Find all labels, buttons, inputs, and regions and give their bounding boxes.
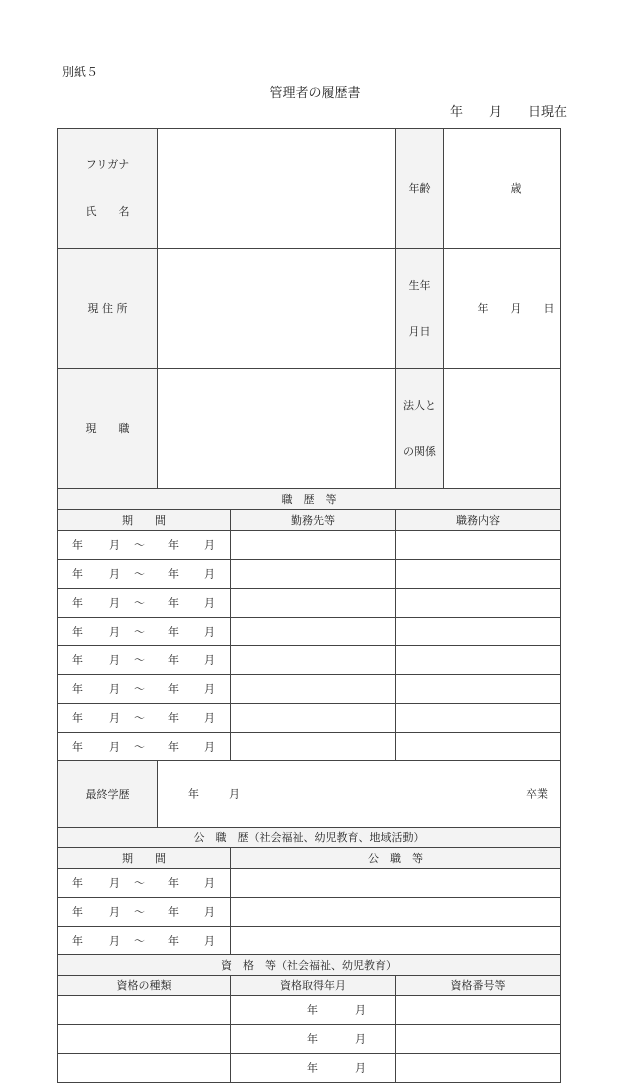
to-month-label: 月	[204, 596, 215, 610]
acquired-month-label: 月	[355, 1032, 366, 1046]
from-year-label: 年	[72, 653, 83, 667]
duties-field[interactable]	[396, 675, 561, 704]
career-row	[58, 531, 561, 560]
to-month-label: 月	[204, 567, 215, 581]
employer-field[interactable]	[231, 646, 396, 675]
age-field[interactable]	[444, 129, 561, 249]
name-label-cell	[58, 129, 158, 249]
relation-label-cell	[396, 369, 444, 489]
birth-label-line2: 月日	[408, 324, 431, 338]
period-cell[interactable]	[58, 617, 231, 646]
qualification-row	[58, 996, 561, 1025]
qual-col-acquired: 資格取得年月	[231, 976, 396, 996]
relation-label-line2: の関係	[403, 445, 436, 458]
furigana-label: フリガナ	[85, 158, 130, 172]
to-month-label: 月	[204, 876, 215, 890]
birth-label-cell	[396, 249, 444, 369]
attachment-number: 別紙５	[62, 65, 99, 79]
tilde-label: 〜	[134, 653, 145, 667]
qual-col-number: 資格番号等	[396, 976, 561, 996]
education-graduation-label: 卒業	[526, 787, 548, 801]
acquired-month-label: 月	[355, 1003, 366, 1017]
employer-field[interactable]	[231, 703, 396, 732]
to-year-label: 年	[168, 740, 179, 753]
from-month-label: 月	[109, 567, 120, 581]
qual-col-type: 資格の種類	[58, 976, 231, 996]
qualification-type-field[interactable]	[58, 1054, 231, 1083]
career-row	[58, 560, 561, 589]
age-label: 年齢	[396, 129, 444, 249]
to-year-label: 年	[168, 905, 179, 919]
qualification-row	[58, 1054, 561, 1083]
employer-field[interactable]	[231, 531, 396, 560]
career-row	[58, 617, 561, 646]
acquired-year-label: 年	[307, 1003, 318, 1017]
education-field[interactable]	[158, 761, 561, 828]
to-month-label: 月	[204, 711, 215, 725]
career-col-duties: 職務内容	[396, 510, 561, 531]
page-title: 管理者の履歴書	[269, 86, 361, 101]
office-col-period: 期 間	[58, 848, 231, 869]
birth-label-line1: 生年	[408, 278, 431, 292]
employer-field[interactable]	[231, 732, 396, 761]
employer-field[interactable]	[231, 588, 396, 617]
to-month-label: 月	[204, 934, 215, 948]
duties-field[interactable]	[396, 531, 561, 560]
to-month-label: 月	[204, 905, 215, 919]
period-cell[interactable]	[58, 560, 231, 589]
office-field[interactable]	[231, 926, 561, 955]
employer-field[interactable]	[231, 560, 396, 589]
to-year-label: 年	[168, 876, 179, 890]
period-cell[interactable]	[58, 926, 231, 955]
employer-field[interactable]	[231, 675, 396, 704]
public-office-row	[58, 898, 561, 927]
period-cell[interactable]	[58, 531, 231, 560]
birth-date-field[interactable]	[444, 249, 561, 369]
from-month-label: 月	[109, 538, 120, 552]
education-year-label: 年	[188, 787, 199, 801]
from-month-label: 月	[109, 740, 120, 753]
career-heading: 職 歴 等	[58, 489, 561, 510]
current-job-label: 現 職	[58, 369, 158, 489]
qualification-acquired-field[interactable]	[231, 1054, 396, 1083]
acquired-year-label: 年	[307, 1032, 318, 1046]
tilde-label: 〜	[134, 538, 145, 552]
period-cell[interactable]	[58, 732, 231, 761]
career-row	[58, 732, 561, 761]
address-label: 現 住 所	[58, 249, 158, 369]
qualification-acquired-field[interactable]	[231, 1025, 396, 1054]
education-label: 最終学歴	[58, 761, 158, 828]
to-year-label: 年	[168, 711, 179, 725]
tilde-label: 〜	[134, 567, 145, 581]
from-month-label: 月	[109, 905, 120, 919]
duties-field[interactable]	[396, 703, 561, 732]
from-year-label: 年	[72, 876, 83, 890]
from-year-label: 年	[72, 538, 83, 552]
career-col-period: 期 間	[58, 510, 231, 531]
period-cell[interactable]	[58, 869, 231, 898]
name-field[interactable]	[158, 129, 396, 249]
acquired-year-label: 年	[307, 1061, 318, 1075]
from-month-label: 月	[109, 711, 120, 725]
duties-field[interactable]	[396, 588, 561, 617]
from-year-label: 年	[72, 625, 83, 638]
public-office-row	[58, 869, 561, 898]
qualification-number-field[interactable]	[396, 1025, 561, 1054]
to-month-label: 月	[204, 653, 215, 667]
tilde-label: 〜	[134, 711, 145, 725]
to-year-label: 年	[168, 653, 179, 667]
office-field[interactable]	[231, 898, 561, 927]
to-month-label: 月	[204, 682, 215, 696]
duties-field[interactable]	[396, 732, 561, 761]
office-field[interactable]	[231, 869, 561, 898]
to-year-label: 年	[168, 538, 179, 552]
from-year-label: 年	[72, 682, 83, 696]
office-col-office: 公 職 等	[231, 848, 561, 869]
tilde-label: 〜	[134, 934, 145, 948]
from-year-label: 年	[72, 934, 83, 948]
from-month-label: 月	[109, 876, 120, 890]
career-row	[58, 703, 561, 732]
relation-field[interactable]	[444, 369, 561, 489]
tilde-label: 〜	[134, 740, 145, 753]
period-cell[interactable]	[58, 646, 231, 675]
from-year-label: 年	[72, 711, 83, 725]
career-col-employer: 勤務先等	[231, 510, 396, 531]
duties-field[interactable]	[396, 617, 561, 646]
public-office-row	[58, 926, 561, 955]
from-month-label: 月	[109, 596, 120, 610]
duties-field[interactable]	[396, 560, 561, 589]
career-row	[58, 646, 561, 675]
birth-date-units: 年 月 日	[477, 302, 555, 316]
date-as-of: 年 月 日現在	[449, 105, 567, 120]
public-office-heading: 公 職 歴（社会福祉、幼児教育、地域活動）	[58, 828, 561, 848]
to-year-label: 年	[168, 934, 179, 948]
education-month-label: 月	[229, 787, 240, 801]
from-month-label: 月	[109, 934, 120, 948]
tilde-label: 〜	[134, 625, 145, 638]
acquired-month-label: 月	[355, 1061, 366, 1075]
age-unit: 歳	[510, 181, 522, 195]
tilde-label: 〜	[134, 905, 145, 919]
tilde-label: 〜	[134, 682, 145, 696]
career-row	[58, 675, 561, 704]
address-field[interactable]	[158, 249, 396, 369]
qualification-acquired-field[interactable]	[231, 996, 396, 1025]
to-year-label: 年	[168, 596, 179, 610]
from-year-label: 年	[72, 596, 83, 610]
qualification-type-field[interactable]	[58, 1025, 231, 1054]
name-label: 氏 名	[85, 204, 130, 218]
to-month-label: 月	[204, 625, 215, 638]
tilde-label: 〜	[134, 876, 145, 890]
qualification-number-field[interactable]	[396, 1054, 561, 1083]
from-month-label: 月	[109, 682, 120, 696]
period-cell[interactable]	[58, 898, 231, 927]
to-month-label: 月	[204, 538, 215, 552]
qualification-number-field[interactable]	[396, 996, 561, 1025]
from-year-label: 年	[72, 905, 83, 919]
from-year-label: 年	[72, 567, 83, 581]
duties-field[interactable]	[396, 646, 561, 675]
to-year-label: 年	[168, 625, 179, 638]
qualifications-heading: 資 格 等（社会福祉、幼児教育）	[58, 955, 561, 976]
relation-label-line1: 法人と	[403, 398, 436, 412]
qualification-row	[58, 1025, 561, 1054]
tilde-label: 〜	[134, 596, 145, 610]
period-cell[interactable]	[58, 588, 231, 617]
career-row	[58, 588, 561, 617]
from-month-label: 月	[109, 625, 120, 638]
from-month-label: 月	[109, 653, 120, 667]
from-year-label: 年	[72, 740, 83, 753]
to-year-label: 年	[168, 682, 179, 696]
qualification-type-field[interactable]	[58, 996, 231, 1025]
period-cell[interactable]	[58, 703, 231, 732]
current-job-field[interactable]	[158, 369, 396, 489]
to-year-label: 年	[168, 567, 179, 581]
period-cell[interactable]	[58, 675, 231, 704]
resume-form-table	[57, 128, 561, 1083]
to-month-label: 月	[204, 740, 215, 753]
employer-field[interactable]	[231, 617, 396, 646]
